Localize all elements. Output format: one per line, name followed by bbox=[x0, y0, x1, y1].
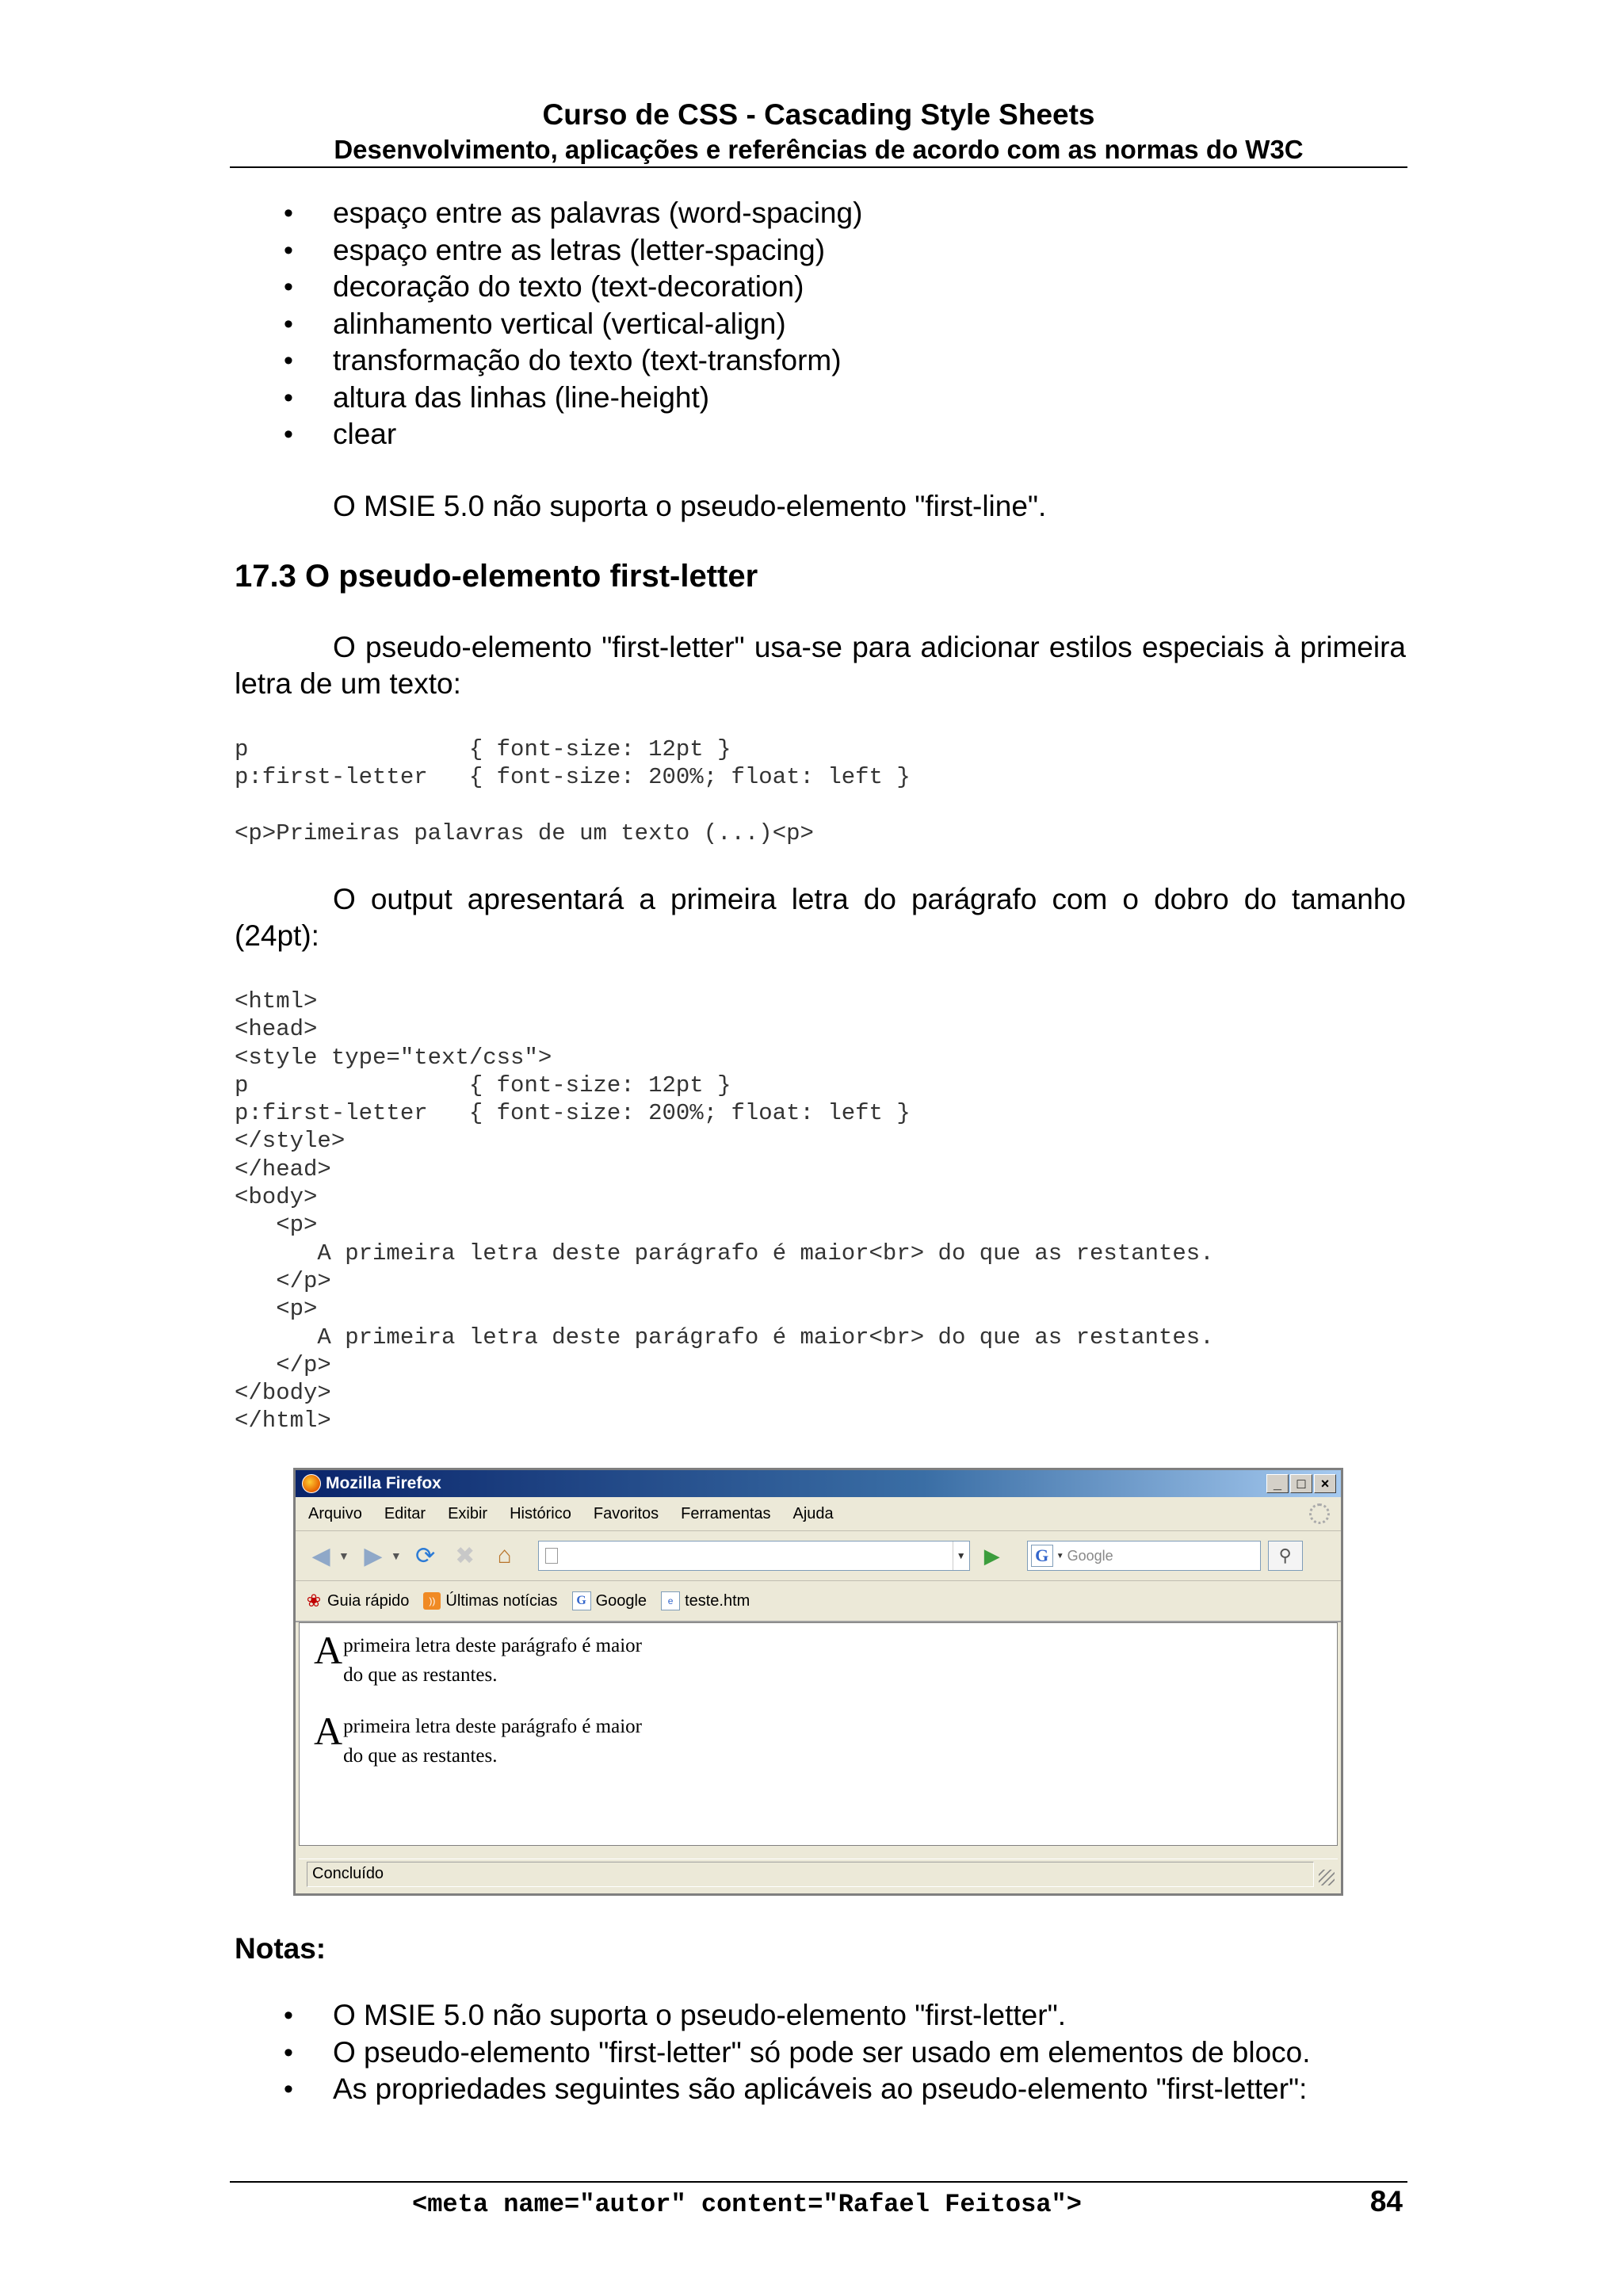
output-paragraph: O output apresentará a primeira letra do parágrafo com o dobro do tamanho (24pt): bbox=[235, 883, 1406, 952]
home-icon[interactable]: ⌂ bbox=[497, 1542, 512, 1568]
list-item: • alinhamento vertical (vertical-align) bbox=[284, 306, 862, 343]
code-block-html: <p>Primeiras palavras de um texto (...)<p> bbox=[235, 820, 814, 846]
paragraph-line-2: do que as restantes. bbox=[343, 1745, 498, 1767]
list-item: • decoração do texto (text-decoration) bbox=[284, 269, 862, 306]
menu-favoritos[interactable]: Favoritos bbox=[593, 1504, 659, 1522]
search-input[interactable] bbox=[1027, 1541, 1261, 1571]
code-block-css: p { font-size: 12pt } p:first-letter { font-size: 200%; float: left } bbox=[235, 736, 911, 791]
menu-editar[interactable]: Editar bbox=[384, 1504, 426, 1522]
close-button[interactable]: × bbox=[1314, 1474, 1336, 1493]
footer-divider bbox=[230, 2181, 1407, 2183]
property-list bbox=[284, 195, 862, 453]
page-icon bbox=[545, 1548, 558, 1564]
list-item: • O MSIE 5.0 não suporta o pseudo-elemento "first-letter". bbox=[284, 1997, 1311, 2034]
paragraph-line-1: primeira letra deste parágrafo é maior bbox=[343, 1716, 642, 1737]
list-item: • As propriedades seguintes são aplicáveis ao pseudo-elemento "first-letter": bbox=[284, 2071, 1311, 2108]
page-header bbox=[230, 97, 1407, 166]
menu-arquivo[interactable]: Arquivo bbox=[308, 1504, 362, 1522]
go-arrow-icon[interactable]: ▶ bbox=[983, 1543, 1000, 1568]
bookmark-google[interactable]: G Google bbox=[572, 1591, 647, 1610]
header-divider bbox=[230, 166, 1407, 168]
status-text: Concluído bbox=[307, 1862, 1314, 1887]
back-dropdown-icon[interactable]: ▼ bbox=[338, 1549, 349, 1562]
list-item: • O pseudo-elemento "first-letter" só pode ser usado em elementos de bloco. bbox=[284, 2034, 1311, 2072]
list-item: • altura das linhas (line-height) bbox=[284, 380, 862, 417]
browser-title: Mozilla Firefox bbox=[326, 1474, 441, 1492]
navigation-toolbar bbox=[296, 1531, 1341, 1581]
address-dropdown-icon[interactable]: ▼ bbox=[953, 1541, 969, 1570]
rendered-paragraph bbox=[314, 1709, 789, 1771]
list-item: • espaço entre as palavras (word-spacing) bbox=[284, 195, 862, 232]
header-subtitle: Desenvolvimento, aplicações e referências de acordo com as normas do W3C bbox=[334, 135, 1304, 164]
note-first-line: O MSIE 5.0 não suporta o pseudo-elemento "first-line". bbox=[333, 490, 1047, 522]
forward-arrow-icon[interactable]: ▶ bbox=[364, 1542, 383, 1569]
resize-grip-icon[interactable] bbox=[1319, 1870, 1335, 1885]
list-item: • espaço entre as letras (letter-spacing) bbox=[284, 232, 862, 269]
google-icon: G bbox=[1031, 1545, 1053, 1567]
minimize-button[interactable]: _ bbox=[1266, 1474, 1289, 1493]
section-heading: 17.3 O pseudo-elemento first-letter bbox=[235, 559, 758, 594]
paragraph-line-1: primeira letra deste parágrafo é maior bbox=[343, 1635, 642, 1656]
stop-icon[interactable]: ✖ bbox=[455, 1542, 475, 1569]
rendered-paragraph bbox=[314, 1628, 789, 1690]
list-item: • clear bbox=[284, 416, 862, 453]
firefox-logo-icon bbox=[302, 1474, 321, 1493]
maximize-button[interactable]: □ bbox=[1290, 1474, 1312, 1493]
browser-window bbox=[293, 1468, 1343, 1896]
address-bar[interactable] bbox=[538, 1541, 970, 1571]
menu-exibir[interactable]: Exibir bbox=[448, 1504, 488, 1522]
menu-historico[interactable]: Histórico bbox=[510, 1504, 571, 1522]
bookmark-ultimas-noticias[interactable]: )) Últimas notícias bbox=[423, 1592, 557, 1610]
paragraph-line-2: do que as restantes. bbox=[343, 1664, 498, 1686]
bookmark-guia-rapido[interactable]: ❀ Guia rápido bbox=[306, 1591, 410, 1610]
first-letter: A bbox=[314, 1709, 343, 1753]
menu-ferramentas[interactable]: Ferramentas bbox=[681, 1504, 771, 1522]
throbber-icon bbox=[1309, 1503, 1330, 1524]
first-letter: A bbox=[314, 1628, 343, 1672]
bookmark-teste[interactable]: e teste.htm bbox=[661, 1591, 750, 1610]
intro-paragraph: O pseudo-elemento "first-letter" usa-se para adicionar estilos especiais à primeira letra de um texto: bbox=[235, 631, 1406, 700]
menu-ajuda[interactable]: Ajuda bbox=[792, 1504, 834, 1522]
header-title: Curso de CSS - Cascading Style Sheets bbox=[542, 98, 1095, 131]
code-block-example: <html> <head> <style type="text/css"> p { font-size: 12pt } p:first-letter { font-size: 200%; float: left } </style> </head> <body> <p> A primeira letra deste parágrafo é maior<br> do que as restantes. </p> <p> A primeira letra deste parágrafo é maior<br> do que as restantes. </p> </body> </html> bbox=[235, 988, 1214, 1435]
bookmark-star-icon: ❀ bbox=[306, 1591, 322, 1610]
list-item: • transformação do texto (text-transform) bbox=[284, 342, 862, 380]
search-placeholder: Google bbox=[1067, 1547, 1113, 1564]
menu-bar bbox=[296, 1497, 1341, 1531]
rss-feed-icon: )) bbox=[423, 1592, 441, 1610]
back-arrow-icon[interactable]: ◀ bbox=[311, 1542, 330, 1569]
page-number: 84 bbox=[1369, 2185, 1403, 2218]
window-controls bbox=[1266, 1474, 1341, 1493]
search-engine-dropdown-icon[interactable]: ▼ bbox=[1056, 1551, 1064, 1561]
html-file-icon: e bbox=[661, 1591, 680, 1610]
browser-content-area bbox=[299, 1622, 1338, 1846]
status-bar bbox=[299, 1859, 1338, 1889]
forward-dropdown-icon[interactable]: ▼ bbox=[390, 1549, 402, 1562]
search-button[interactable]: ⚲ bbox=[1268, 1541, 1303, 1571]
notes-list bbox=[284, 1997, 1311, 2108]
notes-heading: Notas: bbox=[235, 1932, 327, 1965]
reload-icon[interactable]: ⟳ bbox=[415, 1542, 436, 1569]
footer-author-meta: <meta name="autor" content="Rafael Feitosa"> bbox=[412, 2190, 1082, 2219]
google-icon: G bbox=[572, 1591, 591, 1610]
bookmarks-toolbar bbox=[296, 1581, 1341, 1622]
browser-title-bar bbox=[296, 1470, 1341, 1497]
